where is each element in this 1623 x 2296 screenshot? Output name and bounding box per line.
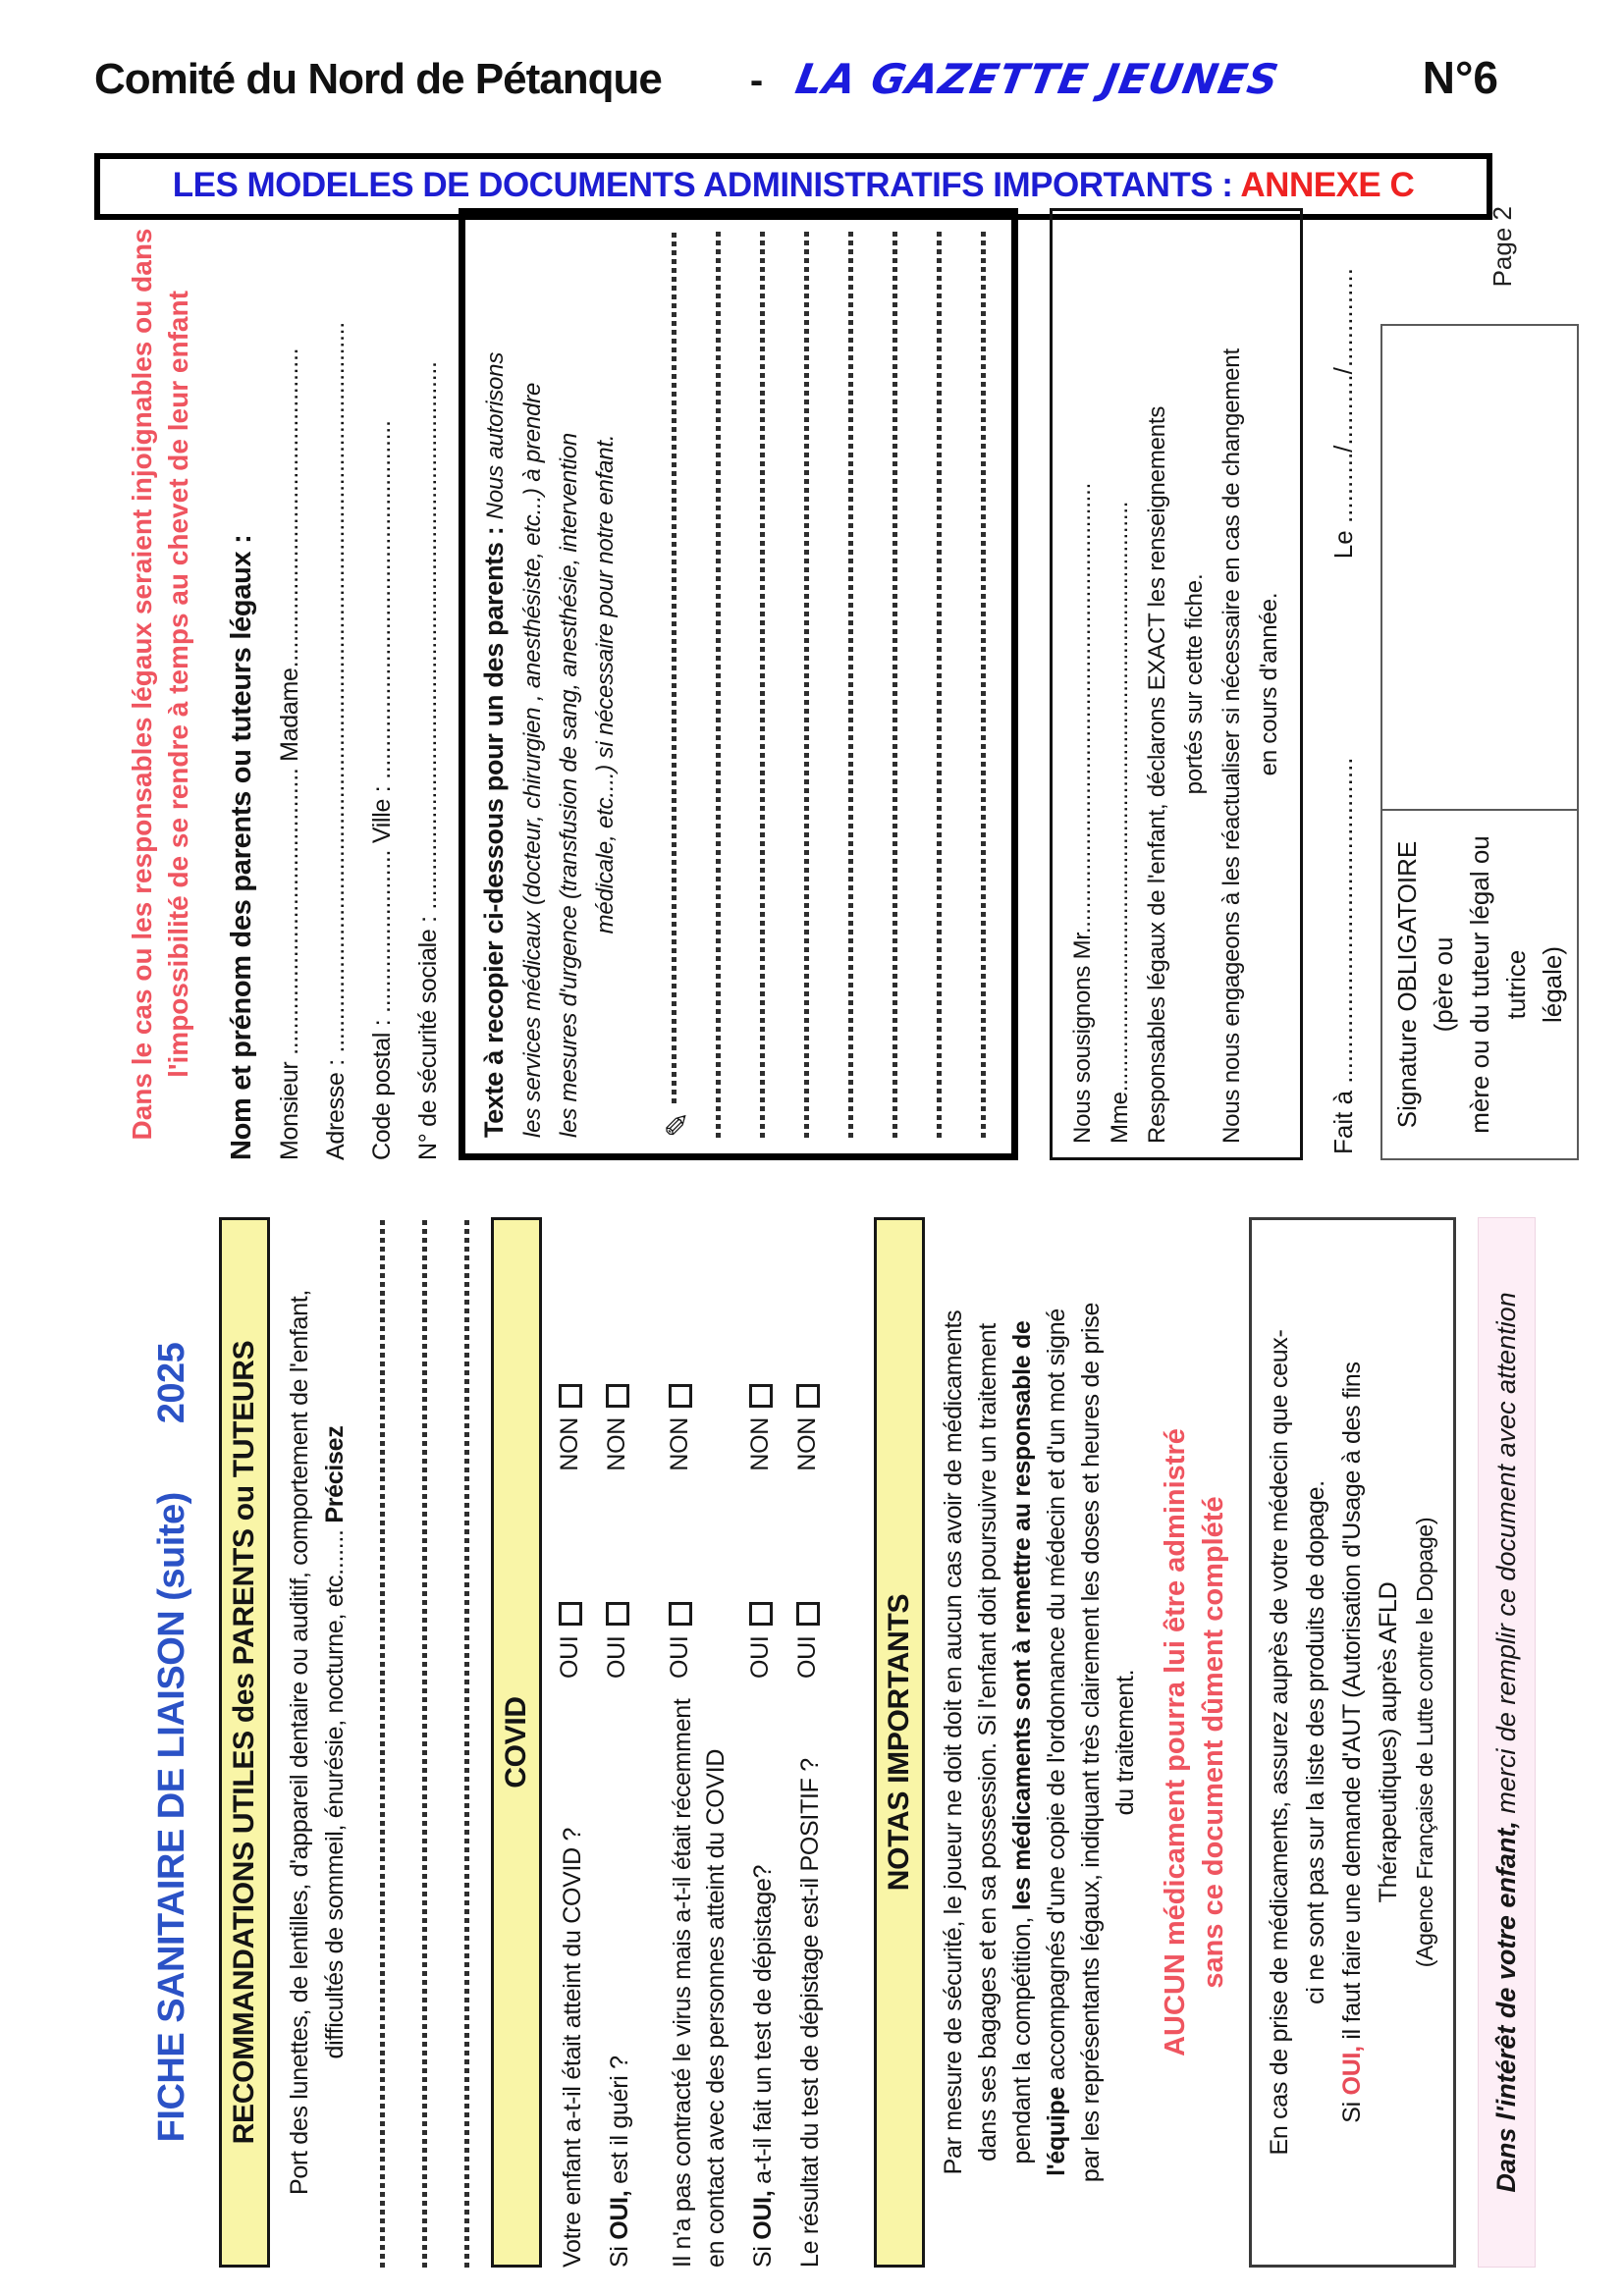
notas-line: Par mesure de sécurité, le joueur ne doit doit en aucun cas avoir de médicaments: [940, 1309, 967, 2175]
non-label: NON: [556, 1417, 583, 1471]
covid-question-row: [666, 1384, 732, 2268]
non-checkbox[interactable]: [796, 1384, 820, 1408]
fait-a-field[interactable]: Fait à ..............................................: [1328, 757, 1358, 1154]
notas-line: dans ses bagages et en sa possession. Si l'enfant doit poursuivre un traitement: [974, 1323, 1001, 2162]
securite-sociale-field[interactable]: N° de sécurité sociale : ....................................................................................: [414, 361, 442, 1160]
signature-instructions: Signature OBLIGATOIRE (père ou mère ou du tuteur légal ou tutrice légale): [1382, 809, 1577, 1158]
notas-line: du traitement.: [1111, 1669, 1139, 1816]
parents-names-heading: Nom et prénom des parents ou tuteurs légaux :: [226, 534, 257, 1160]
sousignons-mr-field[interactable]: Nous sousignons Mr.......................................................................: [1069, 482, 1096, 1144]
oui-non-choices: [556, 1384, 584, 1679]
gazette-title: LA GAZETTE JEUNES: [791, 55, 1283, 103]
covid-questions: [556, 1384, 827, 2268]
non-checkbox[interactable]: [559, 1384, 582, 1408]
fiche-sanitaire-section: [116, 1188, 1549, 2292]
precisez-label: Précisez: [321, 1425, 349, 1523]
non-checkbox[interactable]: [669, 1384, 692, 1408]
handwriting-line[interactable]: [937, 231, 942, 1138]
non-label: NON: [793, 1417, 821, 1471]
dotted-writing-line[interactable]: [422, 1217, 427, 2268]
oui-non-choices: [666, 1384, 694, 1679]
doping-info-box: En cas de prise de médicaments, assurez auprès de votre médecin que ceux- ci ne sont pas sur la liste des produits de dopage. Si OUI, il faut faire une demande d'AUT (Autorisation d'Usage à des fins Thérapeutiques) auprès AFLD (Agence Française de Lutte contre le Dopage): [1249, 1217, 1456, 2268]
sheet-title-text: FICHE SANITAIRE DE LIAISON (suite): [151, 1492, 192, 2143]
question-label: Si OUI, est il guéri ?: [606, 2056, 633, 2268]
page-number: Page 2: [1488, 206, 1517, 288]
question-label: Votre enfant a-t-il était atteint du COVID ?: [559, 1827, 586, 2268]
oui-label: OUI: [603, 1635, 630, 1679]
covid-question-row: [793, 1384, 827, 2268]
code-postal-ville-field[interactable]: Code postal : ......................... Ville : .......................................................: [368, 420, 396, 1160]
oui-non-choices: [793, 1384, 822, 1679]
signature-box: [1380, 324, 1579, 1160]
committee-title: Comité du Nord de Pétanque: [94, 55, 662, 103]
handwriting-line[interactable]: [660, 231, 695, 1138]
copy-box-heading: Texte à recopier ci-dessous pour un des parents : Nous autorisons: [479, 351, 509, 1138]
monsieur-madame-field[interactable]: Monsieur ............................................ Madame.................................................: [276, 347, 303, 1160]
non-checkbox[interactable]: [606, 1384, 629, 1408]
question-label: Le résultat du test de dépistage est-il POSITIF ?: [796, 1758, 824, 2268]
footer-note-band: Dans l'intérêt de votre enfant, merci de remplir ce document avec attention: [1478, 1217, 1536, 2268]
declaration-box: Nous sousignons Mr....................................................................... Mme............................................................................................. Responsables légaux de l'enfant, déclarons EXACT les renseignements portés sur cette fiche. Nous nous engageons à les réactualiser si nécessaire en cas de changement en cours d'année.: [1050, 208, 1303, 1160]
covid-question-row: [746, 1384, 780, 2268]
recommendations-text: [282, 1217, 352, 2268]
banner-title: LES MODELES DE DOCUMENTS ADMINISTRATIFS IMPORTANTS :: [172, 166, 1233, 204]
non-label: NON: [666, 1417, 693, 1471]
parent-authorization-section: [116, 198, 1567, 1160]
handwriting-line[interactable]: [848, 231, 853, 1138]
recommendations-header: RECOMMANDATIONS UTILES des PARENTS ou TUTEURS: [219, 1217, 270, 2268]
adresse-field[interactable]: Adresse : ................................................................................................................: [322, 322, 350, 1160]
oui-checkbox[interactable]: [796, 1602, 820, 1626]
question-label: Si OUI, a-t-il fait un test de dépistage?: [749, 1864, 777, 2268]
sheet-title: [151, 1217, 193, 2268]
oui-red-label: OUI,: [1338, 2046, 1366, 2096]
non-checkbox[interactable]: [749, 1384, 773, 1408]
handwriting-line[interactable]: [981, 231, 986, 1138]
date-place-row: [1328, 208, 1359, 1160]
notas-line: par les représentants légaux, indiquant très clairement les doses et heures de prise: [1077, 1302, 1105, 2183]
handwriting-line[interactable]: [804, 231, 809, 1138]
handwriting-line[interactable]: [760, 231, 765, 1138]
notas-line: pendant la compétition, les médicaments sont à remettre au responsable de: [1008, 1320, 1036, 2164]
sheet-year: 2025: [151, 1342, 192, 1424]
date-le-field[interactable]: Le ........../........../..............: [1328, 268, 1358, 560]
legal-guardian-alert: Dans le cas ou les responsables légaux seraient injoignables ou dans l'impossibilité de se rendre à temps au chevet de leur enfant: [127, 228, 193, 1141]
rotated-sheet: [116, 179, 1567, 2294]
covid-question-row: [603, 1384, 636, 2268]
recommendations-line1: Port des lunettes, de lentilles, d'appareil dentaire ou auditif, comportement de l'enfant,: [286, 1290, 313, 2196]
oui-label: OUI: [746, 1635, 774, 1679]
oui-checkbox[interactable]: [606, 1602, 629, 1626]
non-label: NON: [746, 1417, 774, 1471]
oui-checkbox[interactable]: [749, 1602, 773, 1626]
sousignons-mme-field[interactable]: Mme.............................................................................................: [1107, 501, 1133, 1144]
signature-area[interactable]: [1382, 326, 1577, 809]
oui-label: OUI: [793, 1635, 821, 1679]
oui-checkbox[interactable]: [669, 1602, 692, 1626]
pen-icon: ✎: [660, 1111, 695, 1138]
notas-header: NOTAS IMPORTANTS: [874, 1217, 925, 2268]
oui-label: OUI: [556, 1635, 583, 1679]
oui-non-choices: [603, 1384, 631, 1679]
notas-line: l'équipe accompagnés d'une copie de l'ordonnance du médecin et d'un mot signé: [1043, 1308, 1070, 2176]
oui-label: OUI: [666, 1635, 693, 1679]
recommendations-line2: difficultés de sommeil, énurésie, nocturne, etc....... Précisez: [321, 1425, 349, 2059]
issue-number: N°6: [1422, 52, 1498, 103]
separator-dash: -: [749, 59, 764, 102]
afld-caption: (Agence Française de Lutte contre le Dopage): [1412, 1517, 1437, 1968]
question-label: Il n'a pas contracté le virus mais a-t-il était récemment en contact avec des personnes atteint du COVID: [669, 1698, 730, 2268]
handwriting-line[interactable]: [716, 231, 721, 1138]
no-medication-warning: AUCUN médicament pourra lui être administré sans ce document dûment complété: [1160, 1428, 1229, 2056]
oui-checkbox[interactable]: [559, 1602, 582, 1626]
doping-si-oui-line: Si OUI, il faut faire une demande d'AUT (Autorisation d'Usage à des fins: [1338, 1362, 1366, 2123]
handwriting-line[interactable]: [893, 231, 897, 1138]
banner-annex: ANNEXE C: [1232, 166, 1415, 204]
oui-non-choices: [746, 1384, 775, 1679]
notas-paragraph: [937, 1217, 1143, 2268]
dotted-writing-line[interactable]: [380, 1217, 385, 2268]
covid-question-row: [556, 1384, 589, 2268]
covid-header: COVID: [491, 1217, 542, 2268]
page-header: [94, 51, 1498, 104]
authorization-copy-box: Texte à recopier ci-dessous pour un des parents : Nous autorisons les services médicaux (docteur, chirurgien , anesthésiste, etc...) à prendre les mesures d'urgence (transfusion de sang, anesthésie, intervention médicale, etc....) si nécessaire pour notre enfant. ✎: [459, 208, 1018, 1160]
dotted-writing-line[interactable]: [464, 1217, 469, 2268]
non-label: NON: [603, 1417, 630, 1471]
